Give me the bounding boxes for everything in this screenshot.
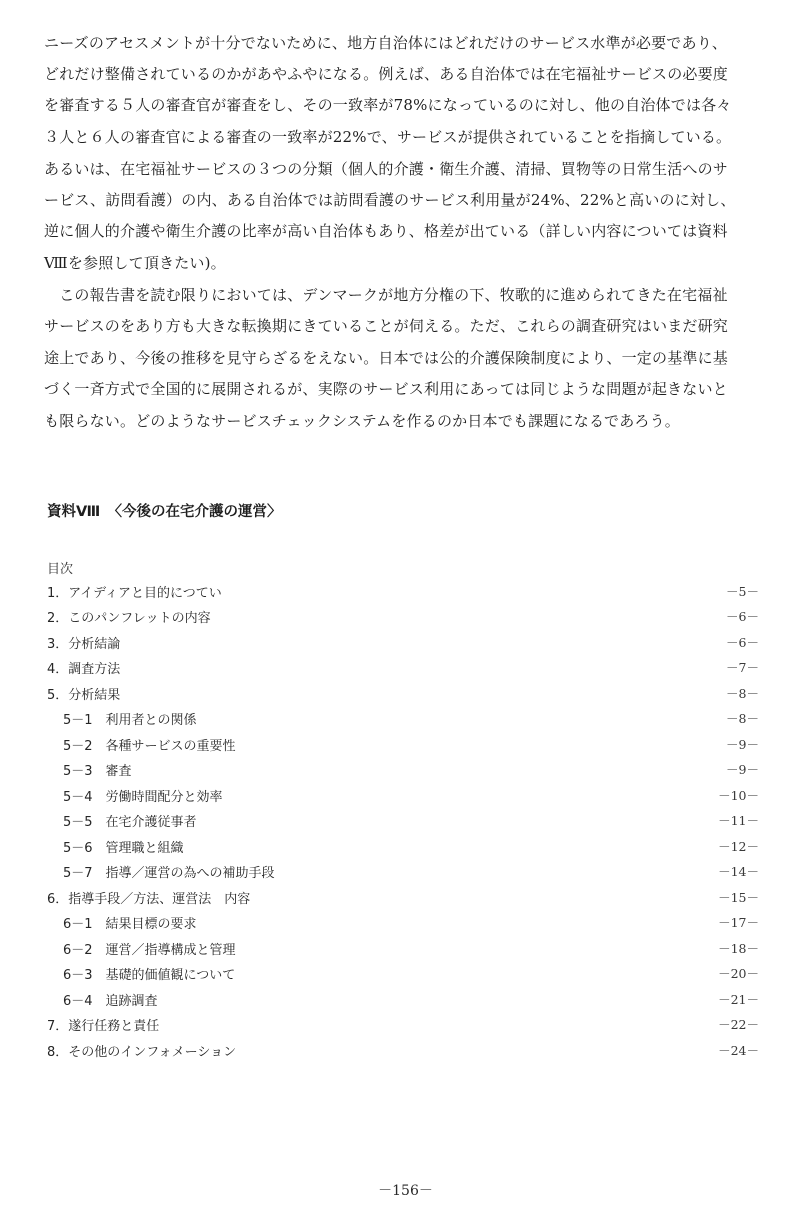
toc-entry-label: 6－4 追跡調査 — [63, 994, 158, 1009]
paragraph-line: ３人と６人の審査官による審査の一致率が22%で、サービスが提供されていることを指摘している。 — [44, 128, 732, 146]
toc-entry-label: 5－5 在宅介護従事者 — [63, 815, 197, 830]
paragraph-line: も限らない。どのようなサービスチェックシステムを作るのか日本でも課題になるであろう。 — [44, 412, 681, 430]
toc-entry-page: －8－ — [726, 711, 759, 726]
toc-entry-page: －9－ — [726, 737, 759, 752]
toc-entry-label: 8．その他のインフォメーション — [47, 1045, 237, 1060]
toc-entry-label: 7．遂行任務と責任 — [47, 1019, 160, 1034]
toc-entry-label: 6－2 運営／指導構成と管理 — [63, 943, 236, 958]
paragraph-line: づく一斉方式で全国的に展開されるが、実際のサービス利用にあっては同じような問題が起きないと — [44, 380, 728, 398]
toc-entry-label: 5－3 審査 — [63, 764, 132, 779]
toc-entry-page: －15－ — [718, 890, 759, 905]
toc-entry-page: －6－ — [726, 609, 759, 624]
section-heading: 資料Ⅷ 〈今後の在宅介護の運営〉 — [47, 504, 282, 520]
toc-entry-label: 5－1 利用者との関係 — [63, 713, 197, 728]
paragraph-line: ービス、訪問看護）の内、ある自治体では訪問看護のサービス利用量が24%、22%と高いのに対し、 — [44, 191, 736, 209]
toc-entry-label: 5－2 各種サービスの重要性 — [63, 739, 236, 754]
toc-caption: 目次 — [47, 562, 74, 577]
toc-entry-label: 5－6 管理職と組織 — [63, 841, 184, 856]
paragraph-line: 逆に個人的介護や衛生介護の比率が高い自治体もあり、格差が出ている（詳しい内容については資料 — [44, 222, 728, 240]
toc-entry-page: －8－ — [726, 686, 759, 701]
toc-entry-page: －7－ — [726, 660, 759, 675]
paragraph-line: どれだけ整備されているのかがあやふやになる。例えば、ある自治体では在宅福祉サービスの必要度 — [44, 65, 729, 83]
toc-entry-label: 6－1 結果目標の要求 — [63, 917, 197, 932]
paragraph-line: 途上であり、今後の推移を見守らざるをえない。日本では公的介護保険制度により、一定の基準に基 — [44, 349, 729, 367]
toc-entry-page: －21－ — [718, 992, 759, 1007]
toc-entry-label: 5－7 指導／運営の為への補助手段 — [63, 866, 275, 881]
toc-entry-label: 6．指導手段／方法、運営法 内容 — [47, 892, 251, 907]
page-number: －156－ — [378, 1183, 433, 1199]
toc-entry-label: 3．分析結論 — [47, 637, 121, 652]
toc-entry-page: －14－ — [718, 864, 759, 879]
toc-entry-label: 5．分析結果 — [47, 688, 121, 703]
paragraph-line: この報告書を読む限りにおいては、デンマークが地方分権の下、牧歌的に進められてきた在宅福祉 — [44, 286, 728, 304]
toc-entry-label: 4．調査方法 — [47, 662, 121, 677]
toc-entry-page: －10－ — [718, 788, 759, 803]
paragraph-line: ニーズのアセスメントが十分でないために、地方自治体にはどれだけのサービス水準が必要であり、 — [44, 34, 728, 52]
toc-entry-page: －18－ — [718, 941, 759, 956]
toc-entry-label: 2．このパンフレットの内容 — [47, 611, 211, 626]
toc-entry-page: －6－ — [726, 635, 759, 650]
toc-entry-page: －20－ — [718, 966, 759, 981]
paragraph-line: サービスのをあり方も大きな転換期にきていることが伺える。ただ、これらの調査研究はいまだ研究 — [44, 317, 729, 335]
paragraph-line: Ⅷを参照して頂きたい)。 — [44, 254, 226, 272]
toc-entry-page: －17－ — [718, 915, 759, 930]
toc-entry-label: 5－4 労働時間配分と効率 — [63, 790, 223, 805]
paragraph-line: を審査する５人の審査官が審査をし、その一致率が78%になっているのに対し、他の自治体では各々 — [44, 96, 732, 114]
toc-entry-label: 1．アイディアと目的につてい — [47, 586, 222, 601]
toc-entry-page: －11－ — [718, 813, 759, 828]
toc-entry-page: －12－ — [718, 839, 759, 854]
paragraph-line: あるいは、在宅福祉サービスの３つの分類（個人的介護・衛生介護、清掃、買物等の日常生活へのサ — [44, 160, 729, 178]
toc-entry-page: －22－ — [718, 1017, 759, 1032]
toc-entry-page: －24－ — [718, 1043, 759, 1058]
toc-entry-page: －5－ — [726, 584, 759, 599]
toc-entry-label: 6－3 基礎的価値観について — [63, 968, 236, 983]
toc-entry-page: －9－ — [726, 762, 759, 777]
